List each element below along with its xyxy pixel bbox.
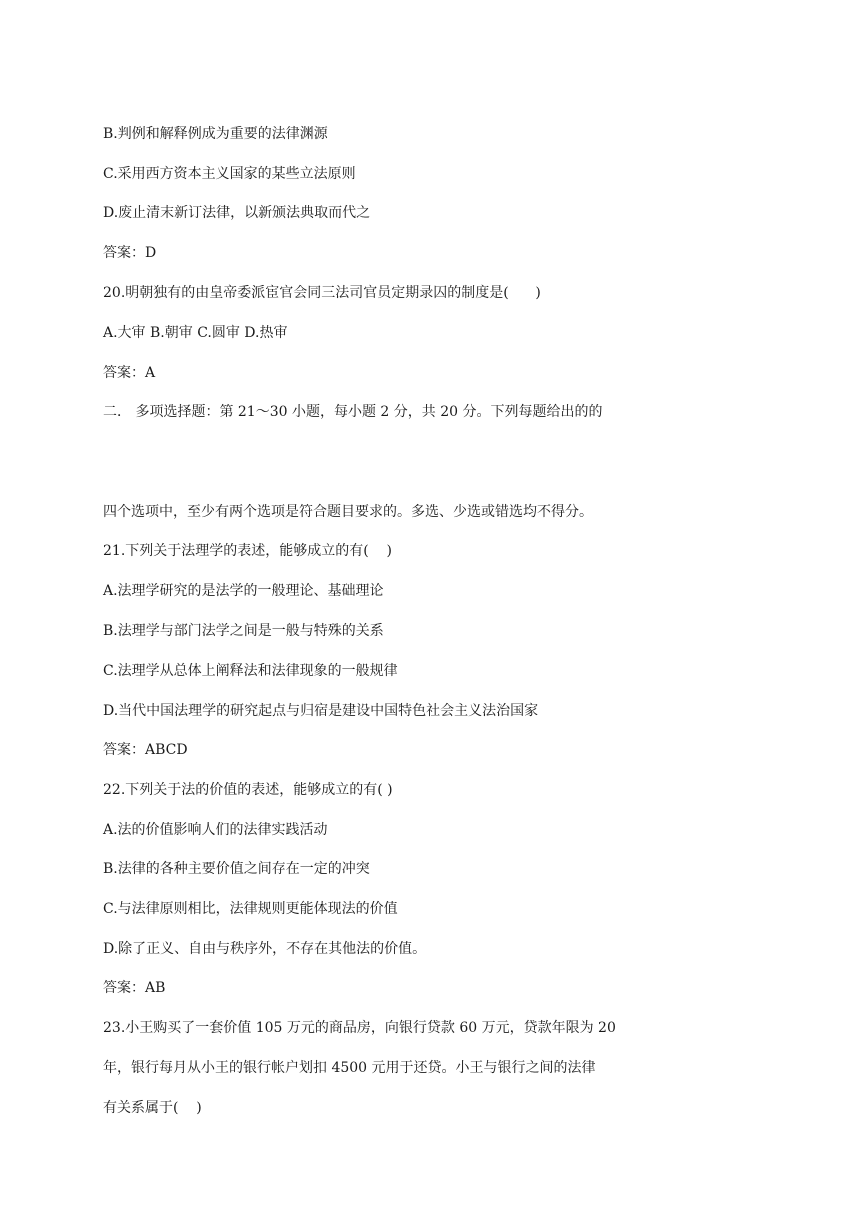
option-line: D.当代中国法理学的研究起点与归宿是建设中国特色社会主义法治国家 <box>103 703 539 719</box>
option-line: A.法的价值影响人们的法律实践活动 <box>103 822 328 838</box>
answer-line: 答案：D <box>103 245 157 261</box>
answer-line: 答案：A <box>103 365 156 381</box>
option-line: B.法律的各种主要价值之间存在一定的冲突 <box>103 861 370 877</box>
option-line: B.法理学与部门法学之间是一般与特殊的关系 <box>103 623 384 639</box>
option-line: A.法理学研究的是法学的一般理论、基础理论 <box>103 583 384 599</box>
option-line: D.除了正义、自由与秩序外，不存在其他法的价值。 <box>103 941 427 957</box>
option-line: C.采用西方资本主义国家的某些立法原则 <box>103 166 356 182</box>
option-line: C.与法律原则相比，法律规则更能体现法的价值 <box>103 901 398 917</box>
answer-line: 答案：AB <box>103 980 166 996</box>
option-line: A.大审 B.朝审 C.圆审 D.热审 <box>103 325 288 341</box>
answer-line: 答案：ABCD <box>103 742 188 758</box>
question-line: 有关系属于( ) <box>103 1100 202 1116</box>
option-line: B.判例和解释例成为重要的法律渊源 <box>103 126 328 142</box>
section-heading: 二． 多项选择题：第 21～30 小题，每小题 2 分，共 20 分。下列每题给出的的 <box>103 404 603 420</box>
option-line: C.法理学从总体上阐释法和法律现象的一般规律 <box>103 663 398 679</box>
question-line: 22.下列关于法的价值的表述，能够成立的有( ) <box>103 782 393 798</box>
option-line: D.废止清末新订法律，以新颁法典取而代之 <box>103 205 371 221</box>
question-line: 21.下列关于法理学的表述，能够成立的有( ) <box>103 543 392 559</box>
question-line: 年，银行每月从小王的银行帐户划扣 4500 元用于还贷。小王与银行之间的法律 <box>103 1060 596 1076</box>
question-line: 20.明朝独有的由皇帝委派宦官会同三法司官员定期录囚的制度是( ) <box>103 285 541 301</box>
question-line: 23.小王购买了一套价值 105 万元的商品房，向银行贷款 60 万元，贷款年限为 20 <box>103 1020 616 1036</box>
section-heading-continued: 四个选项中，至少有两个选项是符合题目要求的。多选、少选或错选均不得分。 <box>103 504 593 520</box>
